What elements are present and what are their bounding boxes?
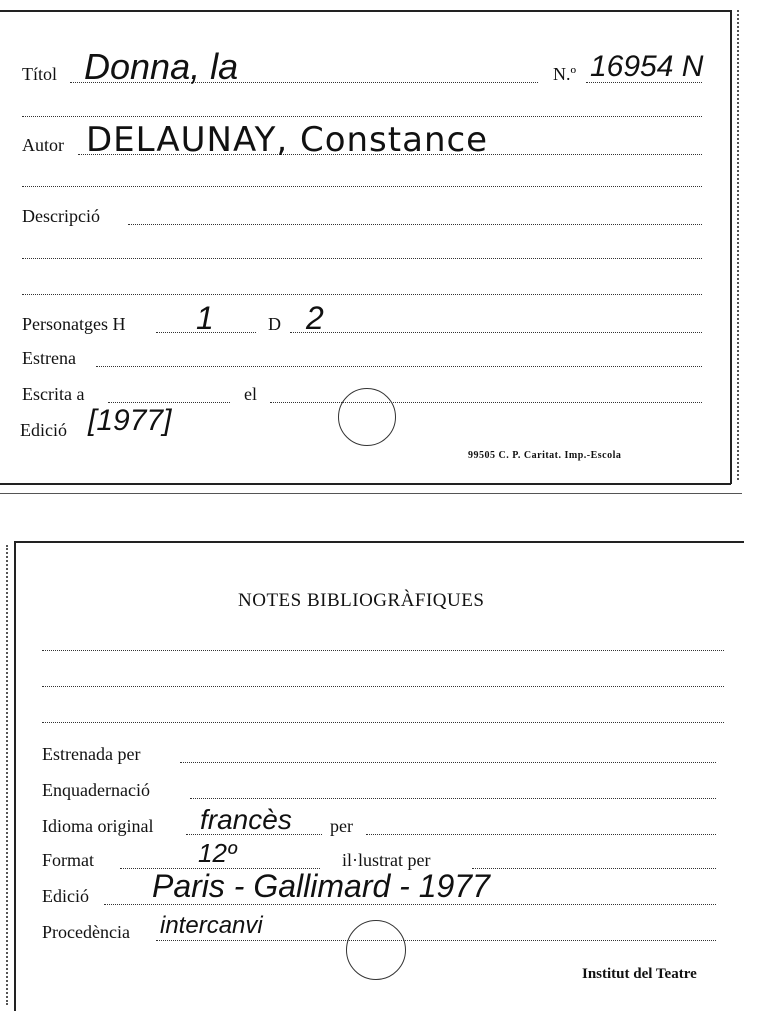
notes-line-3 [42, 722, 724, 723]
scan-edge [737, 10, 739, 480]
estrenada-label: Estrenada per [42, 744, 141, 764]
card2-top-edge [14, 541, 744, 543]
enquadernacio-line [190, 798, 716, 799]
personatges-label: Personatges H [22, 314, 126, 334]
enquadernacio-label: Enquadernació [42, 780, 150, 800]
descripcio-line-3 [22, 294, 702, 295]
personatges-d-value: 2 [306, 300, 324, 336]
estrena-label: Estrena [22, 348, 76, 368]
personatges-h-value: 1 [196, 300, 214, 336]
titol-value: Donna, la [84, 46, 239, 87]
estrenada-line [180, 762, 716, 763]
il-lustrat-label: il·lustrat per [342, 850, 431, 870]
personatges-d-line [290, 332, 702, 333]
card-top-edge [0, 10, 731, 12]
procedencia-value: intercanvi [160, 912, 263, 939]
descripcio-label: Descripció [22, 206, 100, 226]
procedencia-label: Procedència [42, 922, 130, 942]
titol-label: Títol [22, 64, 57, 84]
num-value: 16954 N [590, 50, 704, 83]
il-lustrat-line [472, 868, 716, 869]
edicio2-label: Edició [42, 886, 89, 906]
institut-footer: Institut del Teatre [582, 966, 697, 982]
autor-label: Autor [22, 135, 64, 155]
titol-extra-line [22, 116, 702, 117]
idioma-per-line [366, 834, 716, 835]
printer-text: 99505 C. P. Caritat. Imp.-Escola [468, 450, 622, 461]
procedencia-line [156, 940, 716, 941]
idioma-value: francès [200, 804, 292, 835]
card-right-edge [730, 10, 732, 484]
autor-extra-line [22, 186, 702, 187]
idioma-label: Idioma original [42, 816, 154, 836]
notes-heading: NOTES BIBLIOGRÀFIQUES [238, 590, 485, 611]
personatges-d-label: D [268, 314, 281, 334]
escrita-label: Escrita a [22, 384, 85, 404]
autor-value: DELAUNAY, Constance [86, 120, 489, 160]
notes-line-1 [42, 650, 724, 651]
edicio2-value: Paris - Gallimard - 1977 [152, 868, 490, 904]
format-value: 12º [198, 838, 237, 868]
scan-edge-2 [6, 545, 8, 1005]
escrita-el-label: el [244, 384, 257, 404]
escrita-a-line [108, 402, 230, 403]
notes-line-2 [42, 686, 724, 687]
escrita-el-line [270, 402, 702, 403]
edicio-value: [1977] [88, 404, 172, 437]
descripcio-line-2 [22, 258, 702, 259]
separator-line [0, 493, 742, 494]
card-bottom-edge [0, 483, 731, 485]
idioma-per-label: per [330, 816, 353, 836]
num-label: N.º [553, 64, 577, 84]
edicio-label: Edició [20, 420, 67, 440]
descripcio-line [128, 224, 702, 225]
estrena-line [96, 366, 702, 367]
stamp-circle [338, 388, 396, 446]
stamp-circle-2 [346, 920, 406, 980]
format-label: Format [42, 850, 94, 870]
card2-left-edge [14, 541, 16, 1011]
